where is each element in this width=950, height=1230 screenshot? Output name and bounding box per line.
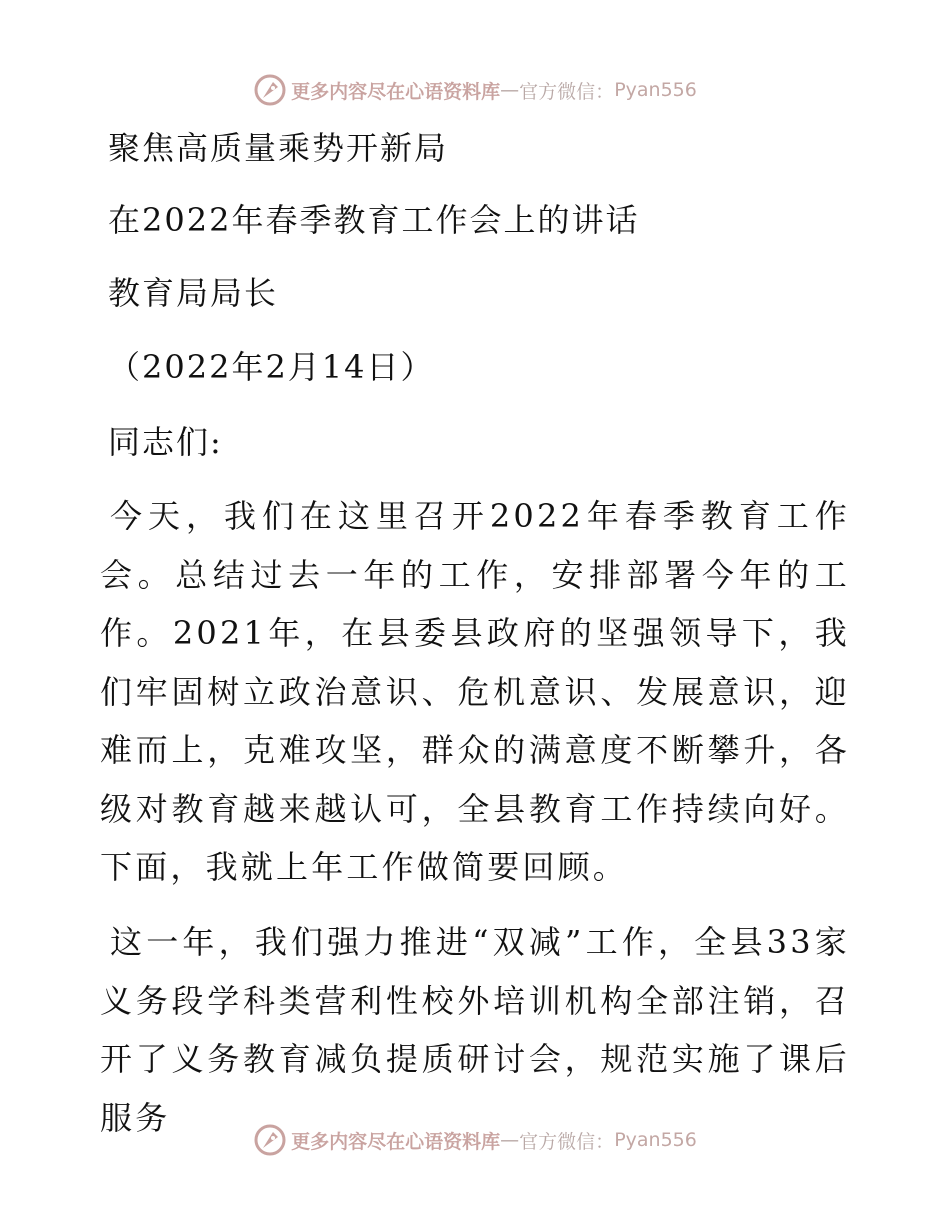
watermark-main-text: 更多内容尽在心语资料库 <box>291 80 501 103</box>
watermark-dash: — <box>500 79 520 101</box>
document-speaker: 教育局局长 <box>108 274 279 312</box>
watermark-main-text: 更多内容尽在心语资料库 <box>291 1130 501 1153</box>
document-title: 聚焦高质量乘势开新局 <box>108 129 449 167</box>
document-date: （2022年2月14日） <box>108 348 435 386</box>
pen-nib-logo-icon <box>253 73 287 107</box>
body-paragraph-1: 今天，我们在这里召开2022年春季教育工作会。总结过去一年的工作，安排部署今年的工作。2021年，在县委县政府的坚强领导下，我们牢固树立政治意识、危机意识、发展意识，迎难而上，克难攻坚，群众的满意度不断攀升，各级对教育越来越认可，全县教育工作持续向好。下面，我就上年工作做简要回顾。 <box>100 497 850 886</box>
watermark-wechat-id: Pyan556 <box>614 79 697 101</box>
watermark-sub-text: 官方微信： <box>519 1130 615 1153</box>
watermark-sub-text: 官方微信： <box>519 80 615 103</box>
body-paragraph-2: 这一年，我们强力推进“双减”工作，全县33家义务段学科类营利性校外培训机构全部注销，召开了义务教育减负提质研讨会，规范实施了课后服务 <box>100 923 850 1137</box>
watermark-wechat-id: Pyan556 <box>614 1129 697 1151</box>
document-subtitle: 在2022年春季教育工作会上的讲话 <box>108 201 640 239</box>
watermark-banner-top <box>0 70 950 110</box>
watermark-dash: — <box>500 1129 520 1151</box>
watermark-banner-bottom <box>0 1120 950 1160</box>
document-salutation: 同志们: <box>108 423 223 461</box>
pen-nib-logo-icon <box>253 1123 287 1157</box>
